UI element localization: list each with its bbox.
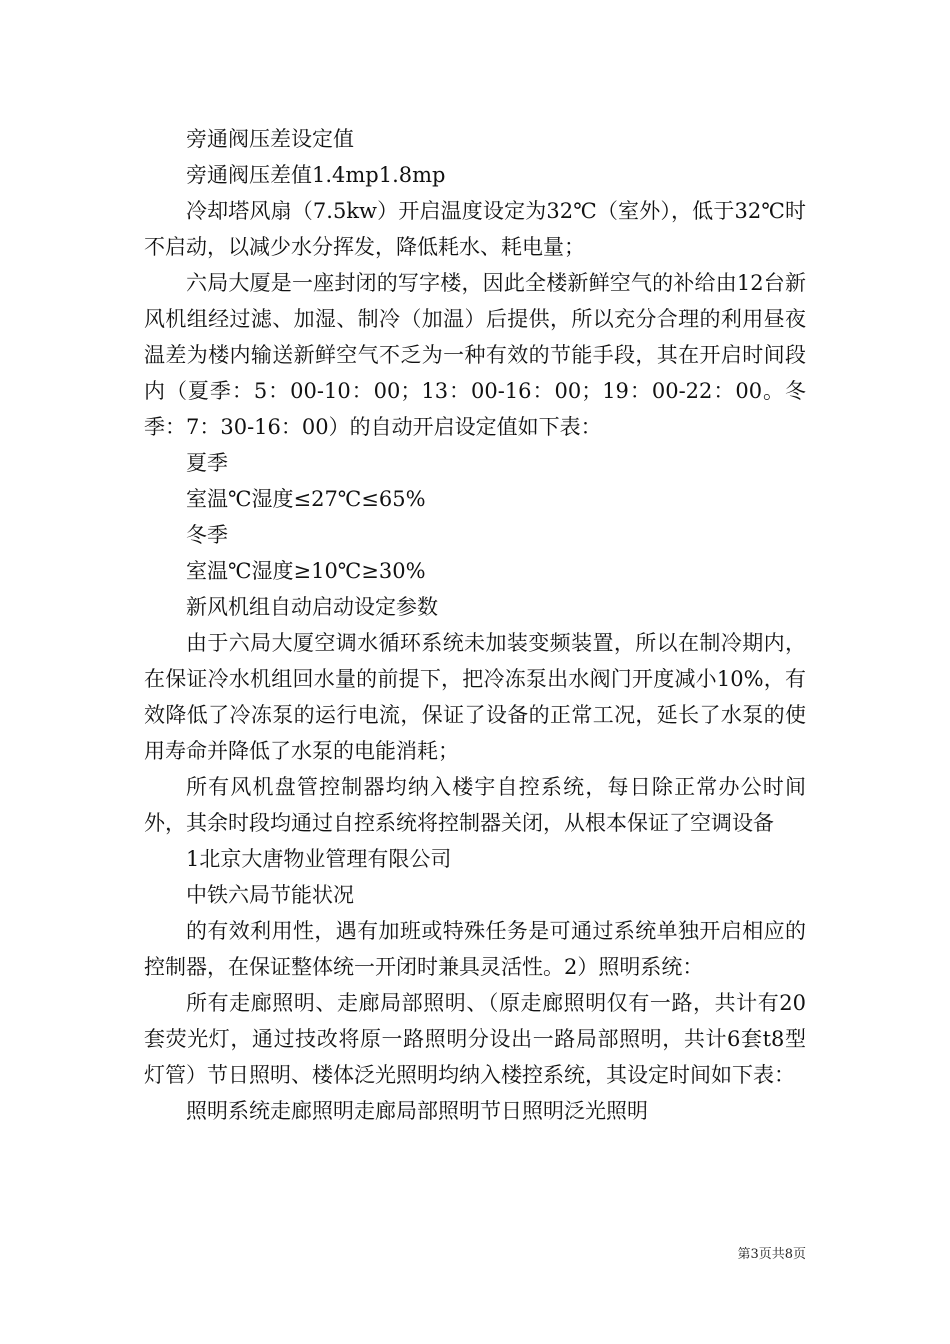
document-body xyxy=(144,121,806,1129)
paragraph: 所有风机盘管控制器均纳入楼宇自控系统，每日除正常办公时间外，其余时段均通过自控系统将控制器关闭，从根本保证了空调设备 xyxy=(144,775,806,835)
paragraph: 夏季 xyxy=(186,451,228,475)
paragraph: 室温℃湿度≥10℃≥30% xyxy=(186,559,426,583)
paragraph: 的有效利用性，遇有加班或特殊任务是可通过系统单独开启相应的控制器，在保证整体统一开闭时兼具灵活性。2）照明系统： xyxy=(144,919,806,979)
paragraph: 冷却塔风扇（7.5kw）开启温度设定为32℃（室外），低于32℃时不启动，以减少水分挥发，降低耗水、耗电量； xyxy=(144,199,806,259)
paragraph: 中铁六局节能状况 xyxy=(186,883,354,907)
paragraph: 室温℃湿度≤27℃≤65% xyxy=(186,487,426,511)
paragraph: 旁通阀压差设定值 xyxy=(186,127,354,151)
paragraph: 所有走廊照明、走廊局部照明、（原走廊照明仅有一路，共计有20套荧光灯，通过技改将原一路照明分设出一路局部照明，共计6套t8型灯管）节日照明、楼体泛光照明均纳入楼控系统，其设定时间如下表： xyxy=(144,991,806,1087)
paragraph: 照明系统走廊照明走廊局部照明节日照明泛光照明 xyxy=(186,1099,648,1123)
paragraph: 六局大厦是一座封闭的写字楼，因此全楼新鲜空气的补给由12台新风机组经过滤、加湿、制冷（加温）后提供，所以充分合理的利用昼夜温差为楼内输送新鲜空气不乏为一种有效的节能手段，其在开启时间段内（夏季：5：00-10：00；13：00-16：00；19：00-22：00。冬季：7：30-16：00）的自动开启设定值如下表： xyxy=(144,271,806,439)
paragraph: 新风机组自动启动设定参数 xyxy=(186,595,438,619)
paragraph: 冬季 xyxy=(186,523,228,547)
paragraph: 由于六局大厦空调水循环系统未加装变频装置，所以在制冷期内，在保证冷水机组回水量的前提下，把冷冻泵出水阀门开度减小10%，有效降低了冷冻泵的运行电流，保证了设备的正常工况，延长了水泵的使用寿命并降低了水泵的电能消耗； xyxy=(144,631,806,763)
paragraph: 旁通阀压差值1.4mp1.8mp xyxy=(186,163,446,187)
page-number: 第3页共8页 xyxy=(737,1247,806,1262)
paragraph: 1北京大唐物业管理有限公司 xyxy=(186,847,452,871)
